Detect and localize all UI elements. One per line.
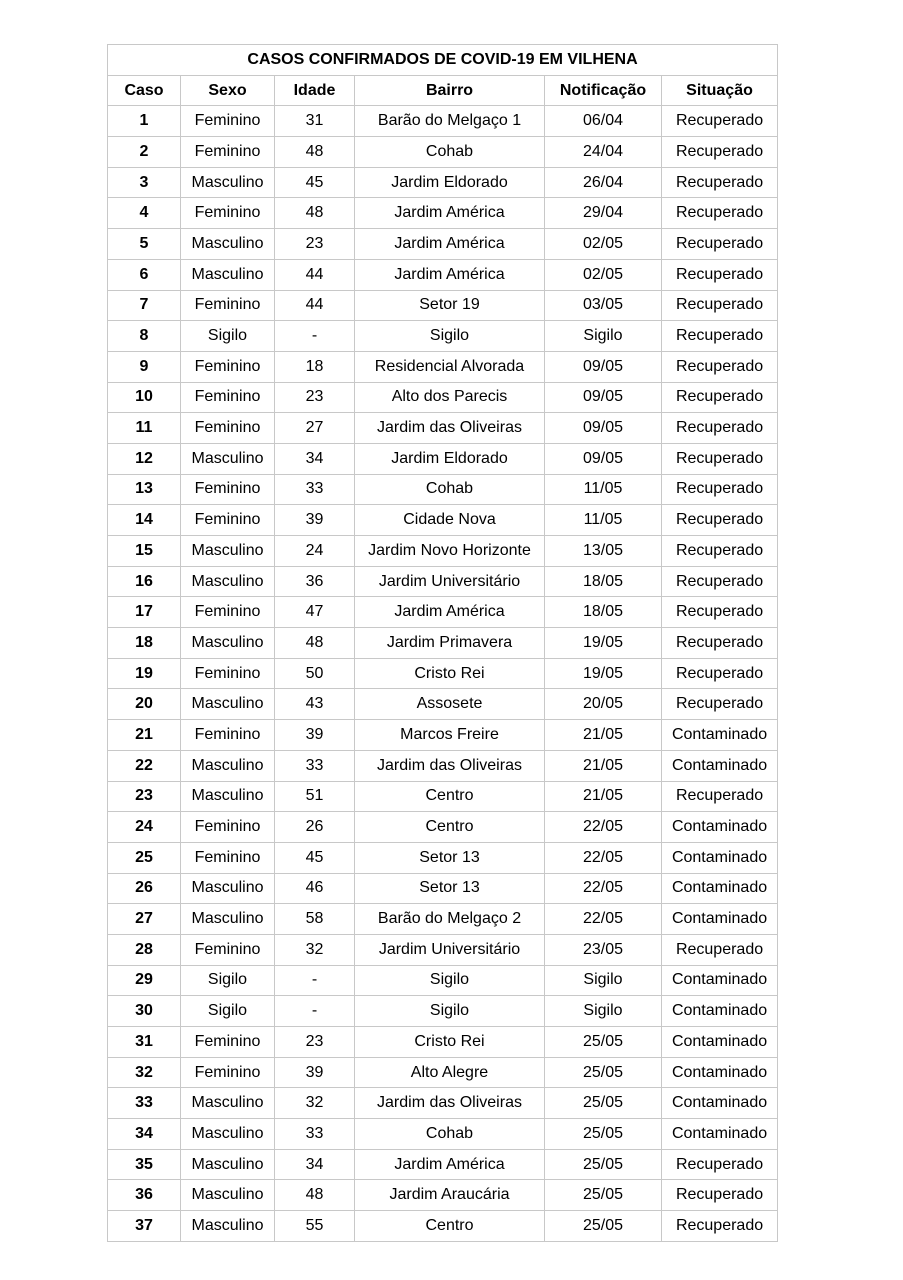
cell-caso: 26 xyxy=(108,873,181,904)
cell-bairro: Jardim América xyxy=(355,229,545,260)
cell-bairro: Jardim das Oliveiras xyxy=(355,750,545,781)
cell-notificacao: 20/05 xyxy=(545,689,662,720)
cell-situacao: Recuperado xyxy=(662,1149,778,1180)
cell-idade: 48 xyxy=(275,628,355,659)
cell-notificacao: 21/05 xyxy=(545,750,662,781)
cell-caso: 21 xyxy=(108,720,181,751)
cell-bairro: Cohab xyxy=(355,137,545,168)
cell-sexo: Masculino xyxy=(181,536,275,567)
cell-notificacao: 22/05 xyxy=(545,904,662,935)
cell-situacao: Recuperado xyxy=(662,413,778,444)
cell-sexo: Masculino xyxy=(181,1180,275,1211)
cell-bairro: Barão do Melgaço 2 xyxy=(355,904,545,935)
column-header-bairro: Bairro xyxy=(355,75,545,106)
cell-caso: 23 xyxy=(108,781,181,812)
cell-situacao: Recuperado xyxy=(662,198,778,229)
cell-caso: 25 xyxy=(108,842,181,873)
cell-situacao: Recuperado xyxy=(662,382,778,413)
table-row xyxy=(108,536,778,567)
cell-idade: 23 xyxy=(275,229,355,260)
cell-bairro: Cohab xyxy=(355,1119,545,1150)
cell-idade: 48 xyxy=(275,1180,355,1211)
cell-sexo: Feminino xyxy=(181,382,275,413)
table-row xyxy=(108,1027,778,1058)
cell-situacao: Recuperado xyxy=(662,351,778,382)
cell-notificacao: Sigilo xyxy=(545,996,662,1027)
header-row xyxy=(108,75,778,106)
cell-caso: 18 xyxy=(108,628,181,659)
table-row xyxy=(108,720,778,751)
cell-situacao: Contaminado xyxy=(662,720,778,751)
cell-idade: 34 xyxy=(275,1149,355,1180)
cell-sexo: Feminino xyxy=(181,505,275,536)
cell-caso: 24 xyxy=(108,812,181,843)
cell-bairro: Cidade Nova xyxy=(355,505,545,536)
cell-notificacao: 19/05 xyxy=(545,628,662,659)
cell-caso: 33 xyxy=(108,1088,181,1119)
cell-idade: 39 xyxy=(275,1057,355,1088)
cell-sexo: Feminino xyxy=(181,290,275,321)
cell-caso: 4 xyxy=(108,198,181,229)
cell-notificacao: Sigilo xyxy=(545,321,662,352)
table-title: CASOS CONFIRMADOS DE COVID-19 EM VILHENA xyxy=(108,45,778,76)
cell-notificacao: 25/05 xyxy=(545,1088,662,1119)
table-row xyxy=(108,198,778,229)
cell-idade: 45 xyxy=(275,842,355,873)
cell-idade: 31 xyxy=(275,106,355,137)
cell-idade: 45 xyxy=(275,167,355,198)
column-header-sexo: Sexo xyxy=(181,75,275,106)
cell-notificacao: 03/05 xyxy=(545,290,662,321)
cell-sexo: Feminino xyxy=(181,106,275,137)
cell-sexo: Masculino xyxy=(181,1119,275,1150)
cell-situacao: Recuperado xyxy=(662,443,778,474)
cell-notificacao: 25/05 xyxy=(545,1119,662,1150)
cell-situacao: Recuperado xyxy=(662,689,778,720)
cell-sexo: Masculino xyxy=(181,1211,275,1242)
cell-notificacao: 24/04 xyxy=(545,137,662,168)
cell-situacao: Recuperado xyxy=(662,321,778,352)
cell-situacao: Contaminado xyxy=(662,904,778,935)
cell-sexo: Feminino xyxy=(181,413,275,444)
cell-bairro: Cristo Rei xyxy=(355,658,545,689)
table-row xyxy=(108,566,778,597)
cell-bairro: Barão do Melgaço 1 xyxy=(355,106,545,137)
table-row xyxy=(108,474,778,505)
cell-situacao: Recuperado xyxy=(662,934,778,965)
cell-notificacao: 09/05 xyxy=(545,382,662,413)
cell-idade: 51 xyxy=(275,781,355,812)
cell-notificacao: 25/05 xyxy=(545,1149,662,1180)
cell-sexo: Feminino xyxy=(181,474,275,505)
cell-sexo: Masculino xyxy=(181,689,275,720)
cell-situacao: Contaminado xyxy=(662,1088,778,1119)
cell-sexo: Feminino xyxy=(181,351,275,382)
cell-idade: 48 xyxy=(275,137,355,168)
cell-sexo: Masculino xyxy=(181,628,275,659)
cell-idade: 44 xyxy=(275,290,355,321)
cell-notificacao: 23/05 xyxy=(545,934,662,965)
cell-bairro: Jardim Araucária xyxy=(355,1180,545,1211)
cell-sexo: Feminino xyxy=(181,934,275,965)
cell-idade: 43 xyxy=(275,689,355,720)
column-header-notificacao: Notificação xyxy=(545,75,662,106)
cell-situacao: Recuperado xyxy=(662,137,778,168)
cell-caso: 22 xyxy=(108,750,181,781)
cell-caso: 16 xyxy=(108,566,181,597)
cell-sexo: Masculino xyxy=(181,750,275,781)
table-row xyxy=(108,382,778,413)
table-row xyxy=(108,321,778,352)
table-row xyxy=(108,290,778,321)
table-row xyxy=(108,904,778,935)
table-row xyxy=(108,505,778,536)
cell-idade: 33 xyxy=(275,1119,355,1150)
cell-caso: 29 xyxy=(108,965,181,996)
cell-bairro: Jardim Universitário xyxy=(355,934,545,965)
cell-bairro: Sigilo xyxy=(355,321,545,352)
table-row xyxy=(108,812,778,843)
cell-caso: 30 xyxy=(108,996,181,1027)
cell-idade: 18 xyxy=(275,351,355,382)
cell-sexo: Masculino xyxy=(181,229,275,260)
cell-bairro: Centro xyxy=(355,781,545,812)
cell-caso: 28 xyxy=(108,934,181,965)
table-row xyxy=(108,965,778,996)
cell-idade: 23 xyxy=(275,1027,355,1058)
cell-idade: 39 xyxy=(275,720,355,751)
cell-sexo: Sigilo xyxy=(181,996,275,1027)
table-row xyxy=(108,597,778,628)
table-row xyxy=(108,750,778,781)
cell-notificacao: 22/05 xyxy=(545,812,662,843)
cell-sexo: Masculino xyxy=(181,904,275,935)
cell-notificacao: 11/05 xyxy=(545,505,662,536)
table-row xyxy=(108,137,778,168)
cell-sexo: Masculino xyxy=(181,259,275,290)
table-row xyxy=(108,1149,778,1180)
cell-caso: 37 xyxy=(108,1211,181,1242)
cell-caso: 27 xyxy=(108,904,181,935)
cell-idade: 58 xyxy=(275,904,355,935)
table-row xyxy=(108,934,778,965)
cell-sexo: Feminino xyxy=(181,842,275,873)
cell-bairro: Sigilo xyxy=(355,996,545,1027)
cell-situacao: Contaminado xyxy=(662,1119,778,1150)
table-row xyxy=(108,628,778,659)
cell-notificacao: 25/05 xyxy=(545,1057,662,1088)
cell-idade: 55 xyxy=(275,1211,355,1242)
cell-caso: 10 xyxy=(108,382,181,413)
cell-idade: 26 xyxy=(275,812,355,843)
cell-bairro: Jardim América xyxy=(355,259,545,290)
cell-caso: 8 xyxy=(108,321,181,352)
cell-caso: 6 xyxy=(108,259,181,290)
table-row xyxy=(108,1180,778,1211)
table-row xyxy=(108,106,778,137)
cell-notificacao: 18/05 xyxy=(545,566,662,597)
cell-bairro: Jardim Primavera xyxy=(355,628,545,659)
cell-situacao: Recuperado xyxy=(662,290,778,321)
cell-sexo: Feminino xyxy=(181,812,275,843)
cell-sexo: Masculino xyxy=(181,1088,275,1119)
cell-situacao: Contaminado xyxy=(662,842,778,873)
cell-caso: 31 xyxy=(108,1027,181,1058)
cell-sexo: Sigilo xyxy=(181,965,275,996)
cell-sexo: Feminino xyxy=(181,597,275,628)
cell-idade: - xyxy=(275,996,355,1027)
cell-sexo: Feminino xyxy=(181,1057,275,1088)
cell-bairro: Jardim Eldorado xyxy=(355,167,545,198)
cell-idade: 36 xyxy=(275,566,355,597)
cell-caso: 1 xyxy=(108,106,181,137)
cell-bairro: Alto Alegre xyxy=(355,1057,545,1088)
cell-bairro: Jardim América xyxy=(355,1149,545,1180)
cell-bairro: Centro xyxy=(355,1211,545,1242)
cell-notificacao: 09/05 xyxy=(545,443,662,474)
cell-bairro: Setor 13 xyxy=(355,873,545,904)
cell-notificacao: 25/05 xyxy=(545,1211,662,1242)
cell-notificacao: 25/05 xyxy=(545,1027,662,1058)
cell-sexo: Feminino xyxy=(181,1027,275,1058)
cell-notificacao: 21/05 xyxy=(545,781,662,812)
cell-bairro: Jardim das Oliveiras xyxy=(355,1088,545,1119)
cell-situacao: Recuperado xyxy=(662,781,778,812)
cell-bairro: Centro xyxy=(355,812,545,843)
cell-caso: 19 xyxy=(108,658,181,689)
cell-situacao: Contaminado xyxy=(662,1057,778,1088)
cell-idade: 50 xyxy=(275,658,355,689)
cell-notificacao: 22/05 xyxy=(545,873,662,904)
cell-caso: 2 xyxy=(108,137,181,168)
cell-sexo: Feminino xyxy=(181,658,275,689)
cell-caso: 15 xyxy=(108,536,181,567)
cell-caso: 7 xyxy=(108,290,181,321)
cell-idade: 48 xyxy=(275,198,355,229)
cell-bairro: Jardim Universitário xyxy=(355,566,545,597)
cell-sexo: Feminino xyxy=(181,137,275,168)
cell-idade: 32 xyxy=(275,1088,355,1119)
cell-idade: 39 xyxy=(275,505,355,536)
cell-bairro: Cristo Rei xyxy=(355,1027,545,1058)
cell-situacao: Recuperado xyxy=(662,167,778,198)
cell-caso: 35 xyxy=(108,1149,181,1180)
cell-notificacao: 22/05 xyxy=(545,842,662,873)
cell-bairro: Alto dos Parecis xyxy=(355,382,545,413)
cell-situacao: Contaminado xyxy=(662,750,778,781)
cell-situacao: Recuperado xyxy=(662,658,778,689)
cell-caso: 17 xyxy=(108,597,181,628)
cell-caso: 14 xyxy=(108,505,181,536)
cell-bairro: Jardim Novo Horizonte xyxy=(355,536,545,567)
cell-notificacao: 02/05 xyxy=(545,259,662,290)
column-header-idade: Idade xyxy=(275,75,355,106)
cell-situacao: Contaminado xyxy=(662,996,778,1027)
cases-body xyxy=(108,106,778,1241)
table-row xyxy=(108,351,778,382)
cell-sexo: Masculino xyxy=(181,443,275,474)
cell-caso: 34 xyxy=(108,1119,181,1150)
cases-table xyxy=(107,44,778,1242)
cell-sexo: Masculino xyxy=(181,1149,275,1180)
cell-notificacao: 25/05 xyxy=(545,1180,662,1211)
cell-situacao: Recuperado xyxy=(662,505,778,536)
cell-bairro: Jardim Eldorado xyxy=(355,443,545,474)
cell-situacao: Contaminado xyxy=(662,812,778,843)
cell-notificacao: 09/05 xyxy=(545,351,662,382)
table-row xyxy=(108,229,778,260)
cell-situacao: Recuperado xyxy=(662,1180,778,1211)
covid-cases-sheet xyxy=(107,44,777,1242)
table-row xyxy=(108,443,778,474)
cell-notificacao: 13/05 xyxy=(545,536,662,567)
table-row xyxy=(108,658,778,689)
table-row xyxy=(108,1088,778,1119)
table-row xyxy=(108,781,778,812)
table-row xyxy=(108,1211,778,1242)
cell-notificacao: 29/04 xyxy=(545,198,662,229)
cell-bairro: Residencial Alvorada xyxy=(355,351,545,382)
table-row xyxy=(108,413,778,444)
cell-idade: 23 xyxy=(275,382,355,413)
cell-idade: 33 xyxy=(275,474,355,505)
cell-sexo: Sigilo xyxy=(181,321,275,352)
cell-notificacao: 19/05 xyxy=(545,658,662,689)
cell-idade: - xyxy=(275,321,355,352)
table-row xyxy=(108,689,778,720)
table-row xyxy=(108,873,778,904)
cell-notificacao: 18/05 xyxy=(545,597,662,628)
cell-idade: 27 xyxy=(275,413,355,444)
cell-caso: 3 xyxy=(108,167,181,198)
cell-idade: 32 xyxy=(275,934,355,965)
cell-bairro: Jardim América xyxy=(355,198,545,229)
cell-idade: 33 xyxy=(275,750,355,781)
cell-sexo: Masculino xyxy=(181,167,275,198)
cell-idade: 44 xyxy=(275,259,355,290)
cell-bairro: Assosete xyxy=(355,689,545,720)
cell-idade: 34 xyxy=(275,443,355,474)
table-row xyxy=(108,259,778,290)
cell-bairro: Jardim América xyxy=(355,597,545,628)
cell-caso: 32 xyxy=(108,1057,181,1088)
cell-caso: 9 xyxy=(108,351,181,382)
table-row xyxy=(108,167,778,198)
cell-bairro: Setor 19 xyxy=(355,290,545,321)
cell-situacao: Recuperado xyxy=(662,597,778,628)
column-header-situacao: Situação xyxy=(662,75,778,106)
cell-situacao: Recuperado xyxy=(662,536,778,567)
table-row xyxy=(108,842,778,873)
cell-idade: 46 xyxy=(275,873,355,904)
cell-situacao: Contaminado xyxy=(662,1027,778,1058)
cell-caso: 11 xyxy=(108,413,181,444)
cell-bairro: Sigilo xyxy=(355,965,545,996)
cell-idade: - xyxy=(275,965,355,996)
title-row xyxy=(108,45,778,76)
cell-caso: 36 xyxy=(108,1180,181,1211)
cell-situacao: Recuperado xyxy=(662,229,778,260)
cell-caso: 5 xyxy=(108,229,181,260)
cell-idade: 24 xyxy=(275,536,355,567)
cell-bairro: Jardim das Oliveiras xyxy=(355,413,545,444)
cell-bairro: Cohab xyxy=(355,474,545,505)
table-row xyxy=(108,996,778,1027)
cell-sexo: Masculino xyxy=(181,566,275,597)
cell-situacao: Recuperado xyxy=(662,628,778,659)
cell-bairro: Marcos Freire xyxy=(355,720,545,751)
cell-situacao: Recuperado xyxy=(662,566,778,597)
cell-caso: 12 xyxy=(108,443,181,474)
cell-situacao: Recuperado xyxy=(662,106,778,137)
cell-notificacao: 21/05 xyxy=(545,720,662,751)
table-row xyxy=(108,1057,778,1088)
cell-sexo: Masculino xyxy=(181,781,275,812)
cell-situacao: Recuperado xyxy=(662,474,778,505)
cell-notificacao: 06/04 xyxy=(545,106,662,137)
cell-notificacao: 02/05 xyxy=(545,229,662,260)
cell-bairro: Setor 13 xyxy=(355,842,545,873)
column-header-caso: Caso xyxy=(108,75,181,106)
cell-notificacao: 09/05 xyxy=(545,413,662,444)
cell-notificacao: 26/04 xyxy=(545,167,662,198)
cell-sexo: Feminino xyxy=(181,720,275,751)
cell-situacao: Recuperado xyxy=(662,1211,778,1242)
cell-notificacao: Sigilo xyxy=(545,965,662,996)
cell-caso: 20 xyxy=(108,689,181,720)
cell-sexo: Feminino xyxy=(181,198,275,229)
cell-situacao: Contaminado xyxy=(662,965,778,996)
cell-sexo: Masculino xyxy=(181,873,275,904)
cell-notificacao: 11/05 xyxy=(545,474,662,505)
cell-caso: 13 xyxy=(108,474,181,505)
table-row xyxy=(108,1119,778,1150)
cell-situacao: Contaminado xyxy=(662,873,778,904)
cell-situacao: Recuperado xyxy=(662,259,778,290)
cell-idade: 47 xyxy=(275,597,355,628)
